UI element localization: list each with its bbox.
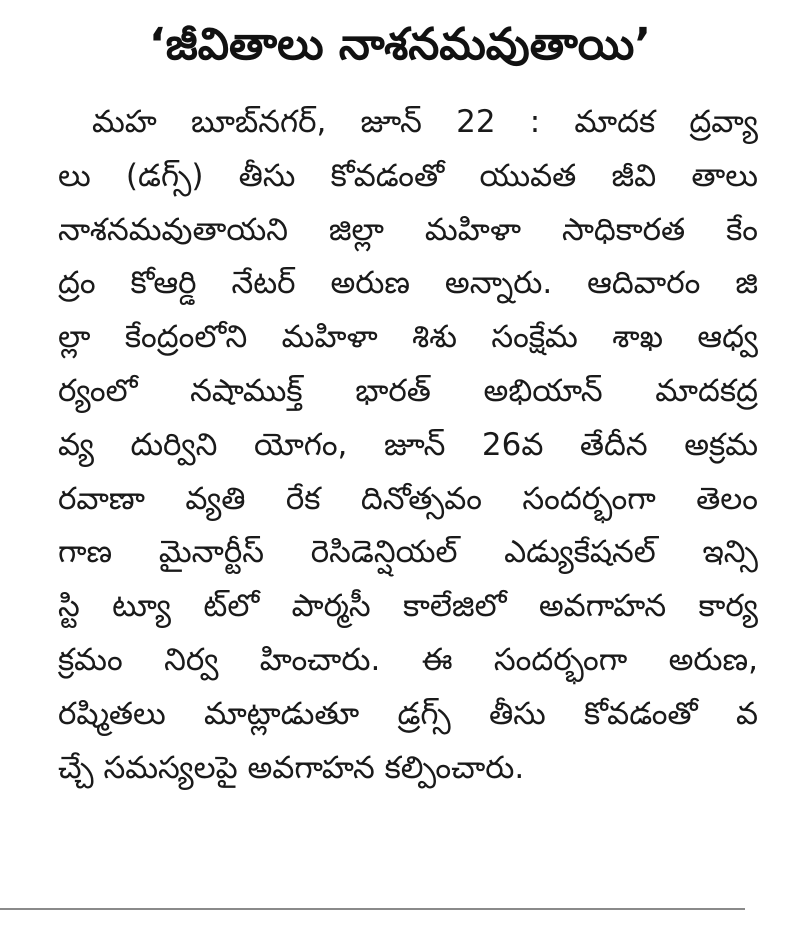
body-line-13: చ్చే సమస్యలపై అవగాహన కల్పించారు.	[58, 749, 525, 786]
bottom-divider	[0, 908, 745, 910]
body-line-6: ర్యంలో నషాముక్త్ భారత్ అభియాన్ మాదకద్ర	[58, 372, 758, 409]
body-line-5: ల్లా కేంద్రంలోని మహిళా శిశు సంక్షేమ శాఖ ఆధ్వ	[58, 319, 758, 356]
body-line-9: గాణ మైనార్టీస్ రెసిడెన్షియల్ ఎడ్యుకేషనల్ ఇన్సి	[58, 534, 758, 571]
body-line-3: నాశనమవుతాయని జిల్లా మహిళా సాధికారత కేం	[58, 211, 758, 248]
body-line-12: రష్మితలు మాట్లాడుతూ డ్రగ్స్ తీసు కోవడంతో వ	[58, 695, 758, 732]
article-body	[58, 96, 758, 795]
body-line-2: లు (డగ్స్) తీసు కోవడంతో యువత జీవి తాలు	[58, 157, 758, 194]
article-headline: ‘జీవితాలు నాశనమవుతాయి’	[148, 19, 652, 70]
body-line-4: ద్రం కోఆర్డి నేటర్ అరుణ అన్నారు. ఆదివారం జి	[58, 265, 758, 302]
body-line-1: మహ బూబ్‌నగర్, జూన్ 22 : మాదక ద్రవ్యా	[92, 104, 758, 140]
body-line-10: స్టి ట్యూ ట్‌లో పార్మసీ కాలేజిలో అవగాహన కార్య	[58, 588, 758, 625]
body-line-8: రవాణా వ్యతి రేక దినోత్సవం సందర్భంగా తెలం	[58, 480, 758, 517]
body-line-11: క్రమం నిర్వ హించారు. ఈ సందర్భంగా అరుణ,	[58, 641, 758, 678]
body-line-7: వ్య దుర్విని యోగం, జూన్ 26వ తేదీన అక్రమ	[58, 426, 758, 463]
